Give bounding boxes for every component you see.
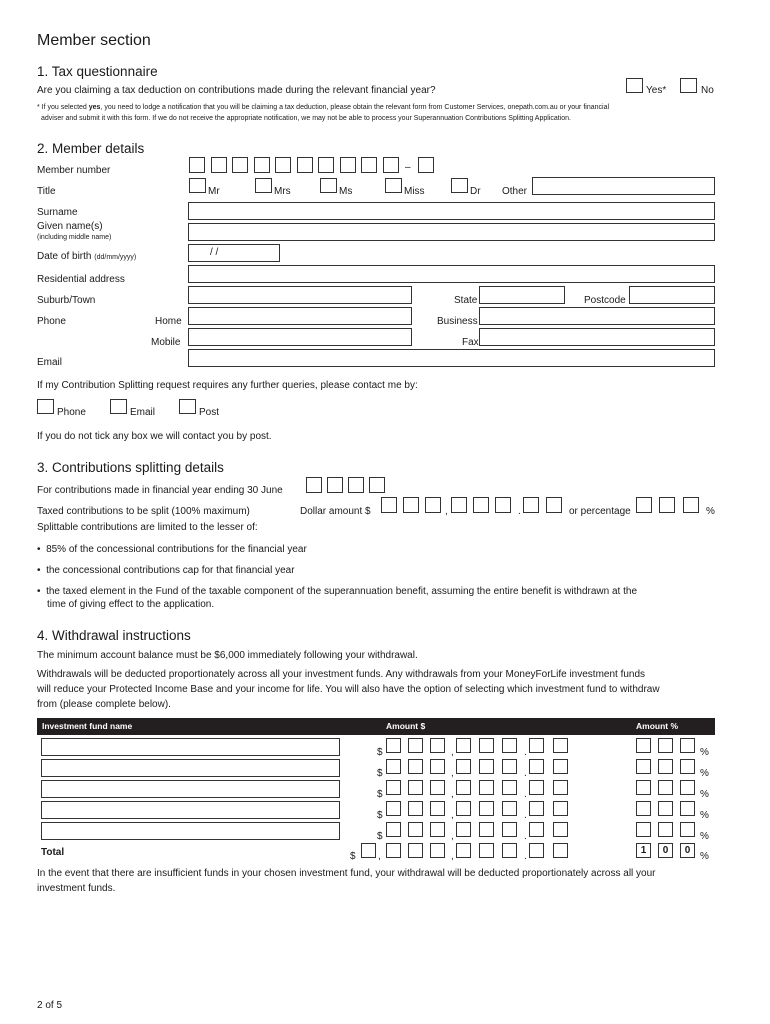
amount-digit[interactable] bbox=[408, 738, 423, 753]
amount-digit[interactable] bbox=[479, 780, 494, 795]
amount-digit[interactable] bbox=[430, 759, 445, 774]
phone-label: Phone bbox=[37, 316, 66, 327]
row-comma: , bbox=[451, 831, 454, 842]
limit-text: Splittable contributions are limited to the lesser of: bbox=[37, 522, 258, 533]
table-header bbox=[37, 718, 715, 735]
contact-question: If my Contribution Splitting request requires any further queries, please contact me by: bbox=[37, 380, 418, 391]
title-mrs-checkbox[interactable] bbox=[255, 178, 272, 193]
contact-phone-checkbox[interactable] bbox=[37, 399, 54, 414]
amount-digit[interactable] bbox=[456, 759, 471, 774]
member-number-check-digit[interactable] bbox=[418, 157, 434, 173]
pct-digit[interactable] bbox=[680, 780, 695, 795]
title-ms-label: Ms bbox=[339, 186, 353, 197]
row-dollar-sign: $ bbox=[377, 768, 383, 779]
pct-digit[interactable] bbox=[658, 801, 673, 816]
dob-slashes: / / bbox=[210, 247, 219, 258]
title-miss-checkbox[interactable] bbox=[385, 178, 402, 193]
member-number-label: Member number bbox=[37, 165, 111, 176]
total-pct-digit: 1 bbox=[636, 843, 651, 858]
percentage-digit[interactable] bbox=[659, 497, 675, 513]
amount-digit[interactable] bbox=[408, 822, 423, 837]
section-3-heading: 3. Contributions splitting details bbox=[37, 460, 224, 475]
amount-digit[interactable] bbox=[479, 759, 494, 774]
state-label: State bbox=[454, 295, 478, 306]
fy-label: For contributions made in financial year ending 30 June bbox=[37, 485, 283, 496]
or-percentage-label: or percentage bbox=[569, 506, 631, 517]
fund-name-input[interactable] bbox=[41, 738, 340, 756]
suburb-label: Suburb/Town bbox=[37, 295, 96, 306]
tax-yes-checkbox[interactable] bbox=[626, 78, 643, 93]
title-dr-label: Dr bbox=[470, 186, 481, 197]
fund-name-input[interactable] bbox=[41, 759, 340, 777]
tax-note: * If you selected yes, you need to lodge a notification that you will be claiming a tax deduction, please obtain the relevant form from Customer Services, onepath.com.au or your financial bbox=[37, 104, 610, 111]
row-pct-sign: % bbox=[700, 747, 709, 758]
title-mrs-label: Mrs bbox=[274, 186, 291, 197]
amount-digit[interactable] bbox=[529, 822, 544, 837]
email-label: Email bbox=[37, 357, 63, 368]
dollar-amount-label: Dollar amount $ bbox=[300, 506, 371, 517]
amount-digit[interactable] bbox=[502, 822, 517, 837]
amount-digit[interactable] bbox=[430, 738, 445, 753]
home-phone-input[interactable] bbox=[188, 307, 412, 325]
total-dot: . bbox=[524, 851, 527, 862]
title-ms-checkbox[interactable] bbox=[320, 178, 337, 193]
fy-digit[interactable] bbox=[369, 477, 385, 493]
col-pct-header: Amount % bbox=[636, 721, 679, 731]
amount-digit[interactable] bbox=[529, 801, 544, 816]
amount-digit[interactable] bbox=[386, 801, 401, 816]
withdraw-para-1: Withdrawals will be deducted proportionately across all your investment funds. Any withdrawals from your MoneyForLife investment funds bbox=[37, 669, 646, 680]
dollar-digit[interactable] bbox=[523, 497, 539, 513]
pct-digit[interactable] bbox=[680, 738, 695, 753]
given-names-note: (including middle name) bbox=[37, 234, 112, 241]
amount-digit[interactable] bbox=[553, 801, 568, 816]
pct-digit[interactable] bbox=[680, 801, 695, 816]
total-amount-digit[interactable] bbox=[456, 843, 471, 858]
amount-digit[interactable] bbox=[386, 780, 401, 795]
total-pct-digit: 0 bbox=[658, 843, 673, 858]
total-comma-1: , bbox=[378, 851, 381, 862]
row-dot: . bbox=[524, 768, 527, 779]
s3-comma: , bbox=[445, 506, 448, 517]
row-comma: , bbox=[451, 789, 454, 800]
row-dollar-sign: $ bbox=[377, 831, 383, 842]
row-dollar-sign: $ bbox=[377, 789, 383, 800]
contact-note: If you do not tick any box we will contact you by post. bbox=[37, 431, 272, 442]
member-number-digit[interactable] bbox=[361, 157, 377, 173]
contact-post-checkbox[interactable] bbox=[179, 399, 196, 414]
total-amount-digit[interactable] bbox=[361, 843, 376, 858]
row-dot: . bbox=[524, 831, 527, 842]
mobile-label: Mobile bbox=[151, 337, 181, 348]
amount-digit[interactable] bbox=[386, 738, 401, 753]
amount-digit[interactable] bbox=[456, 822, 471, 837]
total-amount-digit[interactable] bbox=[553, 843, 568, 858]
state-input[interactable] bbox=[479, 286, 565, 304]
withdraw-para-2: will reduce your Protected Income Base and your income for life. You will also have the option of selecting which investment fund to withdraw bbox=[37, 684, 660, 695]
member-number-digit[interactable] bbox=[254, 157, 270, 173]
total-pct-sign: % bbox=[700, 851, 709, 862]
total-amount-digit[interactable] bbox=[479, 843, 494, 858]
pct-digit[interactable] bbox=[680, 759, 695, 774]
amount-digit[interactable] bbox=[502, 738, 517, 753]
title-label: Title bbox=[37, 186, 56, 197]
amount-digit[interactable] bbox=[553, 738, 568, 753]
tax-question: Are you claiming a tax deduction on contributions made during the relevant financial year? bbox=[37, 85, 436, 96]
section-4-heading: 4. Withdrawal instructions bbox=[37, 628, 191, 643]
row-dot: . bbox=[524, 789, 527, 800]
amount-digit[interactable] bbox=[479, 738, 494, 753]
bullet-2: • the concessional contributions cap for that financial year bbox=[37, 565, 295, 576]
withdraw-para-3: from (please complete below). bbox=[37, 699, 171, 710]
tax-note-line2: adviser and submit it with this form. If we do not receive the appropriate notification, we may not be able to process your Superannuation Contributions Splitting Application. bbox=[41, 115, 571, 122]
email-input[interactable] bbox=[188, 349, 715, 367]
total-label: Total bbox=[41, 847, 65, 858]
total-amount-digit[interactable] bbox=[502, 843, 517, 858]
pct-digit[interactable] bbox=[636, 801, 651, 816]
amount-digit[interactable] bbox=[529, 780, 544, 795]
footer-text-2: investment funds. bbox=[37, 883, 116, 894]
total-amount-digit[interactable] bbox=[430, 843, 445, 858]
row-pct-sign: % bbox=[700, 768, 709, 779]
member-number-digit[interactable] bbox=[211, 157, 227, 173]
total-pct-digit: 0 bbox=[680, 843, 695, 858]
title-miss-label: Miss bbox=[404, 186, 425, 197]
member-number-digit[interactable] bbox=[232, 157, 248, 173]
pct-digit[interactable] bbox=[658, 759, 673, 774]
residential-input[interactable] bbox=[188, 265, 715, 283]
fy-digit[interactable] bbox=[306, 477, 322, 493]
amount-digit[interactable] bbox=[456, 780, 471, 795]
row-pct-sign: % bbox=[700, 831, 709, 842]
bullet-1: • 85% of the concessional contributions for the financial year bbox=[37, 544, 307, 555]
amount-digit[interactable] bbox=[502, 780, 517, 795]
fy-digit[interactable] bbox=[327, 477, 343, 493]
business-phone-input[interactable] bbox=[479, 307, 715, 325]
given-names-label: Given name(s) bbox=[37, 221, 103, 232]
row-dot: . bbox=[524, 810, 527, 821]
contact-phone-label: Phone bbox=[57, 407, 86, 418]
amount-digit[interactable] bbox=[430, 780, 445, 795]
fax-input[interactable] bbox=[479, 328, 715, 346]
pct-digit[interactable] bbox=[658, 822, 673, 837]
contact-email-checkbox[interactable] bbox=[110, 399, 127, 414]
row-pct-sign: % bbox=[700, 789, 709, 800]
amount-digit[interactable] bbox=[553, 822, 568, 837]
row-comma: , bbox=[451, 810, 454, 821]
member-number-digit[interactable] bbox=[318, 157, 334, 173]
tax-no-label: No bbox=[701, 85, 714, 96]
member-number-digit[interactable] bbox=[340, 157, 356, 173]
postcode-input[interactable] bbox=[629, 286, 715, 304]
amount-digit[interactable] bbox=[553, 759, 568, 774]
given-names-input[interactable] bbox=[188, 223, 715, 241]
pct-digit[interactable] bbox=[636, 822, 651, 837]
fy-digit[interactable] bbox=[348, 477, 364, 493]
business-label: Business bbox=[437, 316, 478, 327]
pct-digit[interactable] bbox=[658, 738, 673, 753]
taxed-label: Taxed contributions to be split (100% maximum) bbox=[37, 506, 250, 517]
tax-yes-label: Yes* bbox=[646, 85, 667, 96]
amount-digit[interactable] bbox=[408, 759, 423, 774]
pct-digit[interactable] bbox=[658, 780, 673, 795]
dollar-digit[interactable] bbox=[451, 497, 467, 513]
page-title: Member section bbox=[37, 32, 151, 49]
amount-digit[interactable] bbox=[430, 822, 445, 837]
amount-digit[interactable] bbox=[529, 759, 544, 774]
amount-digit[interactable] bbox=[502, 759, 517, 774]
member-number-dash: – bbox=[405, 162, 411, 173]
footer-text-1: In the event that there are insufficient funds in your chosen investment fund, your withdrawal will be deducted proportionately across all your bbox=[37, 868, 656, 879]
dollar-digit[interactable] bbox=[473, 497, 489, 513]
title-mr-label: Mr bbox=[208, 186, 220, 197]
fund-name-input[interactable] bbox=[41, 822, 340, 840]
mobile-input[interactable] bbox=[188, 328, 412, 346]
dollar-digit[interactable] bbox=[403, 497, 419, 513]
bullet-3-line2: time of giving effect to the application. bbox=[47, 599, 215, 610]
title-other-input[interactable] bbox=[532, 177, 715, 195]
dob-label: Date of birth (dd/mm/yyyy) bbox=[37, 251, 137, 262]
page-number: 2 of 5 bbox=[37, 1000, 63, 1011]
amount-digit[interactable] bbox=[529, 738, 544, 753]
pct-digit[interactable] bbox=[680, 822, 695, 837]
section-1-heading: 1. Tax questionnaire bbox=[37, 64, 158, 79]
amount-digit[interactable] bbox=[479, 822, 494, 837]
fund-name-input[interactable] bbox=[41, 801, 340, 819]
pct-digit[interactable] bbox=[636, 759, 651, 774]
s3-dot: . bbox=[518, 506, 521, 517]
amount-digit[interactable] bbox=[502, 801, 517, 816]
total-amount-digit[interactable] bbox=[529, 843, 544, 858]
amount-digit[interactable] bbox=[430, 801, 445, 816]
postcode-label: Postcode bbox=[584, 295, 626, 306]
member-number-digit[interactable] bbox=[383, 157, 399, 173]
pct-digit[interactable] bbox=[636, 738, 651, 753]
bullet-3: • the taxed element in the Fund of the taxable component of the superannuation benefit, assuming the entire benefit is withdrawn at the bbox=[37, 586, 637, 597]
dob-input[interactable] bbox=[188, 244, 280, 262]
amount-digit[interactable] bbox=[386, 822, 401, 837]
title-mr-checkbox[interactable] bbox=[189, 178, 206, 193]
surname-input[interactable] bbox=[188, 202, 715, 220]
col-amount-header: Amount $ bbox=[386, 721, 426, 731]
row-dot: . bbox=[524, 747, 527, 758]
amount-digit[interactable] bbox=[553, 780, 568, 795]
surname-label: Surname bbox=[37, 207, 78, 218]
member-number-digit[interactable] bbox=[189, 157, 205, 173]
pct-digit[interactable] bbox=[636, 780, 651, 795]
amount-digit[interactable] bbox=[408, 801, 423, 816]
title-other-label: Other bbox=[502, 186, 528, 197]
home-label: Home bbox=[155, 316, 182, 327]
title-dr-checkbox[interactable] bbox=[451, 178, 468, 193]
amount-digit[interactable] bbox=[456, 801, 471, 816]
residential-label: Residential address bbox=[37, 274, 125, 285]
row-pct-sign: % bbox=[700, 810, 709, 821]
amount-digit[interactable] bbox=[408, 780, 423, 795]
fax-label: Fax bbox=[462, 337, 479, 348]
total-amount-digit[interactable] bbox=[386, 843, 401, 858]
section-2-heading: 2. Member details bbox=[37, 141, 145, 156]
row-comma: , bbox=[451, 747, 454, 758]
tax-no-checkbox[interactable] bbox=[680, 78, 697, 93]
amount-digit[interactable] bbox=[456, 738, 471, 753]
member-number-digit[interactable] bbox=[275, 157, 291, 173]
percentage-digit[interactable] bbox=[683, 497, 699, 513]
amount-digit[interactable] bbox=[386, 759, 401, 774]
contact-email-label: Email bbox=[130, 407, 156, 418]
dollar-digit[interactable] bbox=[495, 497, 511, 513]
dollar-digit[interactable] bbox=[381, 497, 397, 513]
col-fund-header: Investment fund name bbox=[42, 721, 133, 731]
member-number-digit[interactable] bbox=[297, 157, 313, 173]
s3-pct-sign: % bbox=[706, 506, 715, 517]
dollar-digit[interactable] bbox=[425, 497, 441, 513]
amount-digit[interactable] bbox=[479, 801, 494, 816]
fund-name-input[interactable] bbox=[41, 780, 340, 798]
suburb-input[interactable] bbox=[188, 286, 412, 304]
total-comma-2: , bbox=[451, 851, 454, 862]
row-comma: , bbox=[451, 768, 454, 779]
dollar-digit[interactable] bbox=[546, 497, 562, 513]
contact-post-label: Post bbox=[199, 407, 220, 418]
row-dollar-sign: $ bbox=[377, 810, 383, 821]
row-dollar-sign: $ bbox=[377, 747, 383, 758]
total-amount-digit[interactable] bbox=[408, 843, 423, 858]
min-balance-text: The minimum account balance must be $6,000 immediately following your withdrawal. bbox=[37, 650, 418, 661]
percentage-digit[interactable] bbox=[636, 497, 652, 513]
total-dollar-sign: $ bbox=[350, 851, 356, 862]
